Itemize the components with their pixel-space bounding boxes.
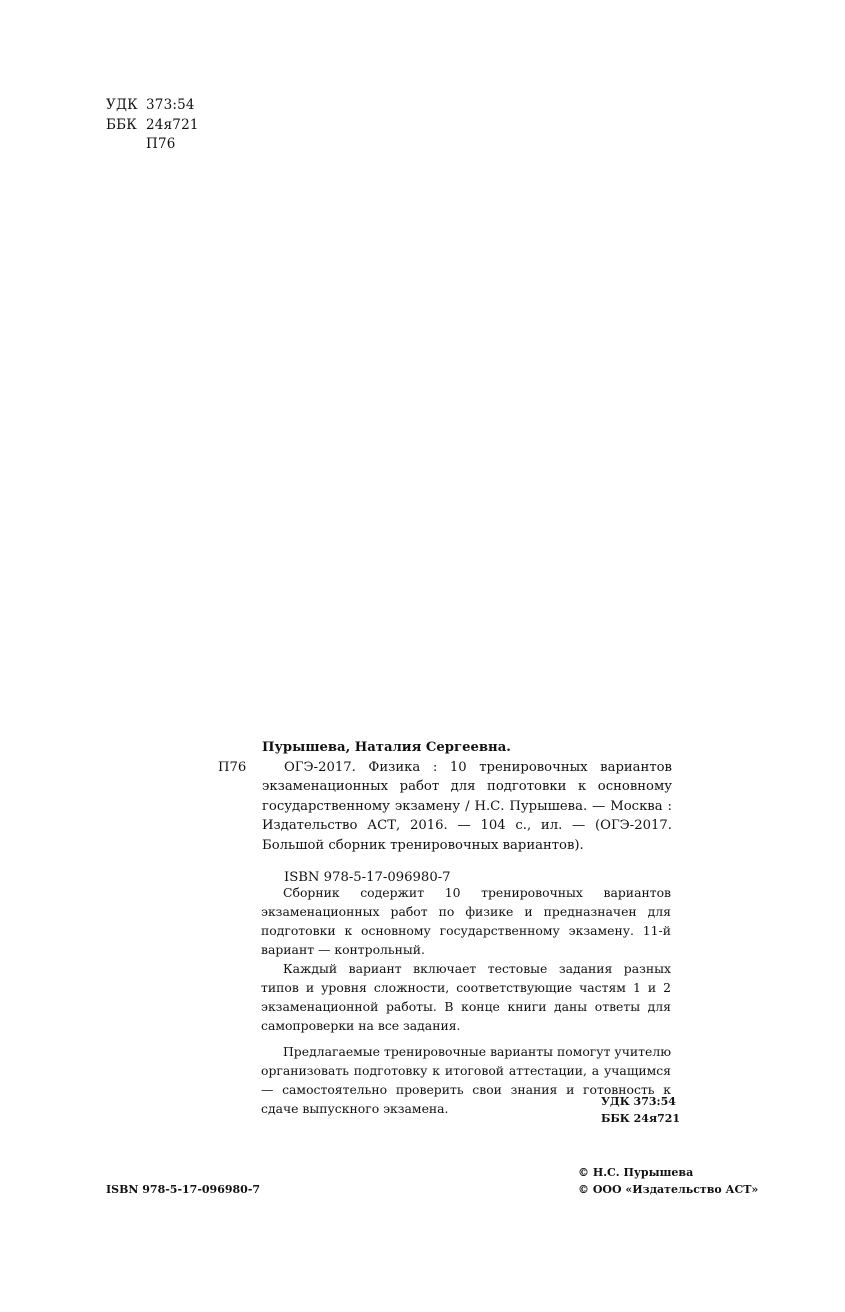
annotation [261,883,671,1118]
classification-top [106,96,199,155]
isbn-bottom: ISBN 978-5-17-096980-7 [106,1183,261,1196]
bbk-code: ББК 24я721 [601,1112,681,1125]
author-mark-row [106,135,199,155]
bibliographic-record [218,738,672,887]
copyright-block [578,1164,758,1198]
record-isbn: ISBN 978-5-17-096980-7 [284,869,451,885]
udk-code: УДК 373:54 [601,1095,676,1108]
udk-row [106,96,199,116]
record-code: П76 [218,759,247,775]
bbk-value: 24я721 [146,116,199,133]
copyright-author: © Н.С. Пурышева [578,1166,694,1179]
annotation-paragraph: Сборник содержит 10 тренировочных вариантов экзаменационных работ по физике и предназначен для подготовки к основному государственному экзамену. 11-й вариант — контрольный. [261,885,671,957]
annotation-paragraph: Предлагаемые тренировочные варианты помогут учителю организовать подготовку к итоговой аттестации, а учащимся — самостоятельно проверить свои знания и готовность к сдаче выпускного экзамена. [261,1044,671,1116]
record-author: Пурышева, Наталия Сергеевна. [262,740,511,755]
classification-bottom [601,1093,680,1127]
record-entry [218,758,672,856]
bbk-row [106,116,199,136]
annotation-paragraph: Каждый вариант включает тестовые задания разных типов и уровня сложности, соответствующие частям 1 и 2 экзаменационной работы. В конце книги даны ответы для самопроверки на все задания. [261,961,671,1033]
udk-label: УДК [106,97,138,113]
udk-value: 373:54 [146,97,195,113]
bbk-label: ББК [106,116,137,133]
author-mark: П76 [146,136,176,152]
record-description: ОГЭ-2017. Физика : 10 тренировочных вариантов экзаменационных работ для подготовки к основному государственному экзамену / Н.С. Пурышева. — Москва : Издательство АСТ, 2016. — 104 с., ил. — (ОГЭ-2017. Большой сборник тренировочных вариантов). [262,759,672,853]
copyright-publisher: © ООО «Издательство АСТ» [578,1183,759,1196]
